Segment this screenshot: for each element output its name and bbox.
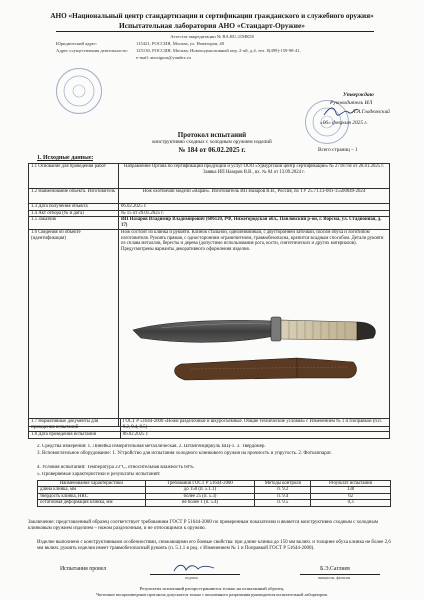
header-divider xyxy=(56,31,374,32)
conclusion: Заключение: представленный образец соответствует требованиям ГОСТ Р 51644-2000 по проверенным показателям и является конструктивно сходным с холодным клинковым оружием изделием – ножом разделочным, и не относящимся к оружию. xyxy=(28,520,379,532)
signature-caption: подпись xyxy=(185,576,199,580)
footer-line2: Частичное воспроизведение протокола допускается только с письменного разрешения руководителя испытательной лаборатории. xyxy=(96,592,328,597)
info-label: 1.5 Заказчик xyxy=(29,217,119,230)
approval-title: Утверждаю xyxy=(343,92,374,98)
section5: 5. Проверяемые характеристики и результаты испытаний: xyxy=(37,472,161,477)
info-row xyxy=(29,204,390,211)
lab-stamp-left xyxy=(56,68,102,114)
section2: 2. Средства измерения: 1. Линейка измерительная металлическая. 2. Штангенциркуль ШЦ-1. 3. Твердомер. xyxy=(37,444,266,449)
section4: 4. Условия испытаний: Температура 23°С, относительная влажность 60%. xyxy=(37,465,195,470)
characteristic-cell: остаточная деформация клинка, мм xyxy=(38,500,146,506)
legal-address: 115421, РОССИЯ, Москва, ул. Новаторов, 40 xyxy=(136,41,225,46)
info-label: 1.4 Акт отбора (№ и дата) xyxy=(29,210,119,217)
page-count: Всего страниц – 1 xyxy=(318,147,358,153)
section3: 3. Вспомогательное оборудование: 1. Устройство для испытания холодного клинкового оружия на прочность и упругость. 2. Фотоаппарат. xyxy=(37,451,332,456)
name-caption: инициалы, фамилия xyxy=(318,576,351,580)
info-row xyxy=(29,230,390,427)
info-value-description xyxy=(119,230,390,427)
results-header-row xyxy=(38,481,391,487)
approval-position: Руководитель ИЛ xyxy=(330,100,373,106)
info-row xyxy=(29,210,390,217)
info-row xyxy=(29,189,390,204)
approval-date: «06» февраля 2025 г. xyxy=(320,120,368,126)
result-cell: 62 xyxy=(311,493,391,499)
column-header: Требования ГОСТ Р 51644-2000 xyxy=(145,481,255,487)
info-row xyxy=(29,217,390,230)
tester-name: Б.Э.Саглиев xyxy=(320,566,350,572)
method-cell: п. 9.4 xyxy=(255,493,311,499)
name-line xyxy=(300,574,380,575)
info-row xyxy=(29,419,390,432)
characteristic-cell: длина клинка, мм xyxy=(38,487,146,493)
info-value: ГОСТ Р 51644-2000 «Ножи разделочные и шкуросъёмные. Общие технические условия» с Изменением № 1 и Поправкой (п.п. 9.2, 9.4, 9.5) xyxy=(120,419,389,432)
method-cell: п. 9.5 xyxy=(255,500,311,506)
method-cell: п. 9.2 xyxy=(255,487,311,493)
footer-line1: Результаты испытаний распространяются только на испытанный образец. xyxy=(139,586,285,591)
info-value: ИП Назаров Владимир Владимирович (606120, РФ, Нижегородская обл., Павловский р-он, г. Ворсма, ул. Стадионная, д. 17) xyxy=(119,217,390,230)
characteristic-cell: твёрдость клинка, HRC xyxy=(38,493,146,499)
result-cell: 0,3 xyxy=(311,500,391,506)
info-label: 1.1 Основание для проведения работ xyxy=(29,164,119,189)
actual-address: 125130, РОССИЯ, Москва, Новоподмосковный пер. 2-ой, д.4, тел. 8(499)-159-98-41, xyxy=(136,48,301,53)
info-row xyxy=(29,164,390,189)
info-label: 1.6 Сведения об объекте (идентификация) xyxy=(29,230,119,427)
normative-table xyxy=(28,418,390,439)
results-table xyxy=(37,480,391,507)
accreditation: Аттестат аккредитации № RA.RU.21МК58 xyxy=(170,34,254,39)
tester-role: Испытания провел xyxy=(60,566,107,572)
requirement-cell: более 25 (п. 5.3) xyxy=(145,493,255,499)
info-value: Нож охотничий модели «Варан». Изготовитель ИП Назаров В.В., Россия, по ТУ 25.71.13-001-15500049-2024 xyxy=(119,189,390,204)
column-header: Методы контроля xyxy=(255,481,311,487)
legal-address-label: Юридический адрес: xyxy=(56,41,98,46)
info-value: 06.02.2025 г. xyxy=(120,432,389,439)
source-data-table xyxy=(28,163,390,427)
protocol-title: Протокол испытаний xyxy=(177,131,247,139)
column-header: Наименование характеристики xyxy=(38,481,146,487)
section1-title: 1. Исходные данные: xyxy=(37,155,94,161)
result-cell: 138 xyxy=(311,487,391,493)
requirement-cell: до 150 (п. 5.1.1) xyxy=(145,487,255,493)
approval-signature xyxy=(322,104,360,118)
info-row xyxy=(29,432,390,439)
info-label: 1.3 Дата получения объекта xyxy=(29,204,119,211)
signature-line xyxy=(150,574,240,575)
info-label: 1.2 Наименование объекта. Изготовитель xyxy=(29,189,119,204)
protocol-number: № 184 от 06.02.2025 г. xyxy=(178,146,246,154)
email: e-mail: anostguru@yandex.ru xyxy=(136,55,191,60)
requirement-cell: не более 1 (п. 5.4) xyxy=(145,500,255,506)
actual-address-label: Адрес осуществления деятельности: xyxy=(56,48,128,53)
info-value: № 15 от 29.01.2025 г. xyxy=(119,210,390,217)
table-row xyxy=(38,500,391,506)
object-description: Нож состоит из клинка и рукояти. Клинок стальной, однолезвийный, с двусторонней заточкой, скосом обуха и логотипом изготовителя. Рукоять прямая, с односторонним ограничителем, травмобезопасна, крепится всадным способом. Детали рукояти из сплава металлов, бересты и дерева (допустимо использование рога, кости, синтетических и других материалов). Предусмотрены варианты декоративного оформления изделия. xyxy=(121,230,384,252)
approval-name: Л.А.Гладковский xyxy=(352,109,390,115)
protocol-subtitle: конструктивно сходных с холодным оружием изделий xyxy=(152,139,272,145)
info-value: 06.02.2025 г. xyxy=(119,204,390,211)
knife-photo xyxy=(121,272,387,420)
lab-line: Испытательная лаборатория АНО «Стандарт-Оружие» xyxy=(118,21,306,30)
column-header: Результат испытаний xyxy=(311,481,391,487)
tester-signature xyxy=(172,561,216,574)
org-line: АНО «Национальный центр стандартизации и сертификации гражданского и служебного оружия» xyxy=(50,12,374,20)
conclusion-note: Изделие выполнено с конструктивными особенностями, снижающими его боевые свойства: при длине клинка до 150 мм включ. и толщине обуха клинка не более 2,6 мм включ. рукоять изделия имеет травмобезопасный рукоять (п. 5.1.1 в ред. с Изменением № 1 и Поправкой ГОСТ Р 51644-2000). xyxy=(37,540,391,552)
info-value: Направление Органа по сертификации продукции и услуг ООО «Удмуртский центр сертификации» № 27187/Н от 28.01.2025 г. Заявка ИП Назаров В.В., вх. № 04 от 13.09.2024 г. xyxy=(119,164,390,189)
info-label: 1.8 Дата проведения испытаний xyxy=(29,432,121,439)
info-label: 1.7 Нормативные документы для проведения испытаний xyxy=(29,419,121,432)
